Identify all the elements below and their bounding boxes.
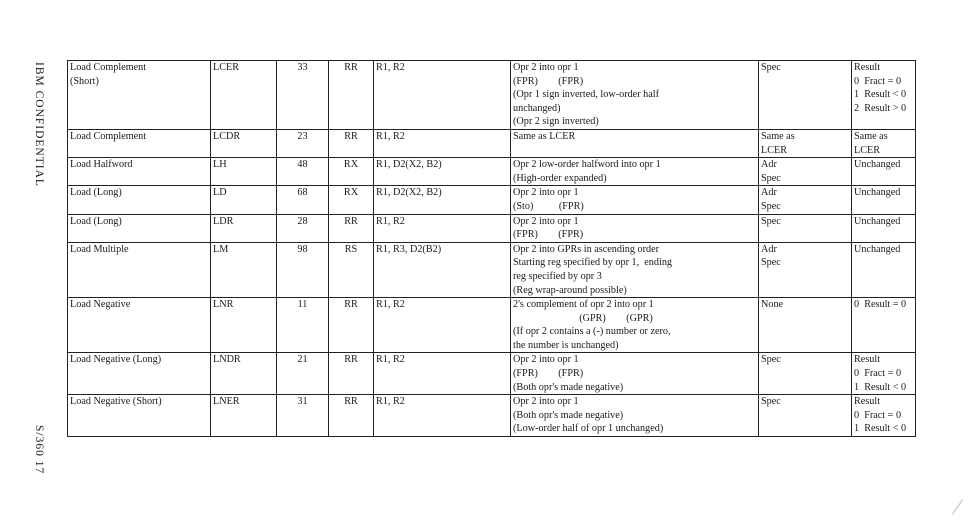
exceptions-cell bbox=[759, 214, 852, 242]
exceptions-line: Spec bbox=[761, 354, 781, 366]
description-line: (Low-order half of opr 1 unchanged) bbox=[513, 423, 664, 435]
description-line: Opr 2 into opr 1 bbox=[513, 396, 579, 408]
op-code-cell bbox=[277, 158, 329, 186]
operands-cell bbox=[374, 61, 511, 130]
description-cell bbox=[511, 298, 759, 353]
table-row bbox=[68, 353, 916, 395]
format-cell bbox=[329, 186, 374, 214]
instruction-name-cell bbox=[68, 61, 211, 130]
instruction-name-line: Load Negative (Long) bbox=[70, 354, 162, 366]
format-cell bbox=[329, 395, 374, 437]
format-cell bbox=[329, 214, 374, 242]
op-code-cell bbox=[277, 186, 329, 214]
exceptions-line: Same as bbox=[761, 130, 795, 142]
mnemonic-cell bbox=[211, 61, 277, 130]
operands-line: R1, R2 bbox=[376, 62, 405, 73]
table-row bbox=[68, 298, 916, 353]
format-line: RR bbox=[344, 62, 358, 73]
mnemonic-cell bbox=[211, 242, 277, 297]
operands-line: R1, D2(X2, B2) bbox=[376, 187, 442, 199]
mnemonic-line: LH bbox=[213, 159, 227, 171]
operands-line: R1, D2(X2, B2) bbox=[376, 159, 442, 171]
instruction-name-line: Load Negative (Short) bbox=[70, 396, 162, 408]
description-line: (Opr 2 sign inverted) bbox=[513, 116, 599, 128]
condition-code-cell bbox=[852, 129, 916, 157]
format-cell bbox=[329, 298, 374, 353]
op-code-cell bbox=[277, 214, 329, 242]
op-code-line: 48 bbox=[297, 159, 308, 171]
exceptions-line: Spec bbox=[761, 200, 781, 212]
condition-code-line: 1 Result < 0 bbox=[854, 89, 907, 101]
exceptions-line: None bbox=[761, 299, 784, 311]
format-line: RX bbox=[343, 187, 359, 199]
condition-code-line: LCER bbox=[854, 144, 881, 156]
instruction-name-cell bbox=[68, 298, 211, 353]
operands-cell bbox=[374, 214, 511, 242]
description-line: (If opr 2 contains a (-) number or zero, bbox=[513, 326, 671, 338]
condition-code-cell bbox=[852, 298, 916, 353]
instruction-name-cell bbox=[68, 158, 211, 186]
mnemonic-cell bbox=[211, 353, 277, 395]
instruction-table bbox=[67, 60, 916, 437]
condition-code-line: Unchanged bbox=[854, 243, 901, 255]
description-cell bbox=[511, 242, 759, 297]
exceptions-cell bbox=[759, 158, 852, 186]
exceptions-line: Spec bbox=[761, 62, 781, 73]
instruction-name-cell bbox=[68, 242, 211, 297]
table-row bbox=[68, 129, 916, 157]
table-row bbox=[68, 186, 916, 214]
description-line: (Both opr's made negative) bbox=[513, 409, 624, 421]
exceptions-cell bbox=[759, 186, 852, 214]
exceptions-cell bbox=[759, 395, 852, 437]
op-code-line: 23 bbox=[297, 130, 308, 142]
operands-line: R1, R2 bbox=[376, 215, 405, 227]
format-line: RS bbox=[344, 243, 358, 255]
condition-code-line: 0 Fract = 0 bbox=[854, 75, 902, 87]
description-line: Opr 2 into GPRs in ascending order bbox=[513, 243, 660, 255]
description-line: (Opr 1 sign inverted, low-order half bbox=[513, 89, 659, 101]
exceptions-cell bbox=[759, 61, 852, 130]
exceptions-line: Adr bbox=[761, 243, 777, 255]
description-line: Starting reg specified by opr 1, ending bbox=[513, 257, 673, 269]
mnemonic-cell bbox=[211, 158, 277, 186]
operands-line: R1, R2 bbox=[376, 299, 405, 311]
op-code-line: 11 bbox=[297, 299, 308, 311]
instruction-name-line: Load Multiple bbox=[70, 243, 129, 255]
op-code-line: 21 bbox=[297, 354, 308, 366]
mnemonic-cell bbox=[211, 214, 277, 242]
condition-code-line: 0 Result = 0 bbox=[854, 299, 907, 311]
instruction-name-cell bbox=[68, 353, 211, 395]
description-cell bbox=[511, 158, 759, 186]
mnemonic-line: LNER bbox=[213, 396, 240, 408]
exceptions-line: Spec bbox=[761, 396, 781, 408]
mnemonic-line: LCER bbox=[213, 62, 240, 73]
format-line: RR bbox=[344, 215, 358, 227]
condition-code-line: Same as bbox=[854, 130, 888, 142]
description-cell bbox=[511, 129, 759, 157]
op-code-line: 31 bbox=[297, 396, 308, 408]
description-line: unchanged) bbox=[513, 102, 561, 114]
operands-line: R1, R2 bbox=[376, 354, 405, 366]
description-line: Opr 2 into opr 1 bbox=[513, 187, 579, 199]
op-code-cell bbox=[277, 298, 329, 353]
condition-code-line: 2 Result > 0 bbox=[854, 102, 907, 114]
description-line: (FPR) (FPR) bbox=[513, 368, 584, 380]
format-cell bbox=[329, 129, 374, 157]
description-line: (Reg wrap-around possible) bbox=[513, 284, 627, 296]
description-line: Opr 2 into opr 1 bbox=[513, 354, 579, 366]
condition-code-line: Result bbox=[854, 62, 881, 73]
instruction-name-line: Load Negative bbox=[70, 299, 131, 311]
condition-code-cell bbox=[852, 186, 916, 214]
exceptions-line: Spec bbox=[761, 215, 781, 227]
table-row bbox=[68, 61, 916, 130]
condition-code-line: 1 Result < 0 bbox=[854, 381, 907, 393]
mnemonic-line: LM bbox=[213, 243, 229, 255]
description-line: Same as LCER bbox=[513, 130, 576, 142]
table-row bbox=[68, 395, 916, 437]
op-code-cell bbox=[277, 129, 329, 157]
exceptions-line: LCER bbox=[761, 144, 788, 156]
description-line: 2's complement of opr 2 into opr 1 bbox=[513, 299, 654, 311]
description-line: Opr 2 into opr 1 bbox=[513, 62, 579, 73]
description-line: the number is unchanged) bbox=[513, 339, 619, 351]
instruction-name-line: (Short) bbox=[70, 75, 99, 87]
op-code-cell bbox=[277, 61, 329, 130]
op-code-cell bbox=[277, 353, 329, 395]
table-row bbox=[68, 214, 916, 242]
condition-code-line: Unchanged bbox=[854, 215, 901, 227]
format-cell bbox=[329, 61, 374, 130]
operands-line: R1, R2 bbox=[376, 396, 405, 408]
description-cell bbox=[511, 186, 759, 214]
table-row bbox=[68, 242, 916, 297]
condition-code-cell bbox=[852, 395, 916, 437]
op-code-line: 68 bbox=[297, 187, 308, 199]
description-line: reg specified by opr 3 bbox=[513, 270, 602, 282]
format-cell bbox=[329, 353, 374, 395]
description-cell bbox=[511, 214, 759, 242]
condition-code-line: 0 Fract = 0 bbox=[854, 409, 902, 421]
condition-code-cell bbox=[852, 61, 916, 130]
mnemonic-line: LDR bbox=[213, 215, 234, 227]
instruction-name-cell bbox=[68, 395, 211, 437]
format-line: RX bbox=[343, 159, 359, 171]
condition-code-line: Result bbox=[854, 354, 881, 366]
exceptions-cell bbox=[759, 353, 852, 395]
format-line: RR bbox=[344, 354, 358, 366]
operands-cell bbox=[374, 353, 511, 395]
mnemonic-line: LNDR bbox=[213, 354, 241, 366]
mnemonic-line: LD bbox=[213, 187, 227, 199]
op-code-cell bbox=[277, 395, 329, 437]
format-cell bbox=[329, 242, 374, 297]
condition-code-cell bbox=[852, 242, 916, 297]
description-line: (Sto) (FPR) bbox=[513, 200, 584, 212]
exceptions-cell bbox=[759, 298, 852, 353]
operands-cell bbox=[374, 298, 511, 353]
instruction-name-cell bbox=[68, 214, 211, 242]
condition-code-line: Result bbox=[854, 396, 881, 408]
exceptions-line: Spec bbox=[761, 172, 781, 184]
instruction-name-line: Load Halfword bbox=[70, 159, 133, 171]
exceptions-line: Adr bbox=[761, 159, 777, 171]
table-row bbox=[68, 158, 916, 186]
confidential-label: IBM CONFIDENTIAL bbox=[33, 62, 45, 187]
stray-mark bbox=[952, 499, 963, 514]
description-line: (GPR) (GPR) bbox=[513, 312, 653, 324]
description-line: (FPR) (FPR) bbox=[513, 229, 584, 241]
condition-code-line: 0 Fract = 0 bbox=[854, 368, 902, 380]
description-cell bbox=[511, 353, 759, 395]
operands-cell bbox=[374, 158, 511, 186]
exceptions-line: Adr bbox=[761, 187, 777, 199]
description-line: Opr 2 low-order halfword into opr 1 bbox=[513, 159, 661, 171]
exceptions-cell bbox=[759, 129, 852, 157]
op-code-line: 28 bbox=[297, 215, 308, 227]
format-line: RR bbox=[344, 130, 358, 142]
condition-code-line: Unchanged bbox=[854, 159, 901, 171]
condition-code-cell bbox=[852, 353, 916, 395]
description-cell bbox=[511, 61, 759, 130]
instruction-name-cell bbox=[68, 186, 211, 214]
operands-cell bbox=[374, 242, 511, 297]
exceptions-cell bbox=[759, 242, 852, 297]
mnemonic-line: LNR bbox=[213, 299, 234, 311]
mnemonic-cell bbox=[211, 395, 277, 437]
operands-cell bbox=[374, 129, 511, 157]
condition-code-line: Unchanged bbox=[854, 187, 901, 199]
instruction-name-line: Load Complement bbox=[70, 130, 147, 142]
operands-cell bbox=[374, 186, 511, 214]
mnemonic-line: LCDR bbox=[213, 130, 241, 142]
format-line: RR bbox=[344, 299, 358, 311]
op-code-line: 33 bbox=[297, 62, 308, 73]
description-cell bbox=[511, 395, 759, 437]
condition-code-cell bbox=[852, 214, 916, 242]
exceptions-line: Spec bbox=[761, 257, 781, 269]
instruction-name-line: Load Complement bbox=[70, 62, 147, 73]
condition-code-line: 1 Result < 0 bbox=[854, 423, 907, 435]
condition-code-cell bbox=[852, 158, 916, 186]
description-line: (High-order expanded) bbox=[513, 172, 607, 184]
instruction-name-line: Load (Long) bbox=[70, 187, 122, 199]
instruction-name-cell bbox=[68, 129, 211, 157]
op-code-line: 98 bbox=[297, 243, 308, 255]
op-code-cell bbox=[277, 242, 329, 297]
operands-cell bbox=[374, 395, 511, 437]
operands-line: R1, R3, D2(B2) bbox=[376, 243, 442, 255]
format-line: RR bbox=[344, 396, 358, 408]
format-cell bbox=[329, 158, 374, 186]
mnemonic-cell bbox=[211, 129, 277, 157]
operands-line: R1, R2 bbox=[376, 130, 405, 142]
mnemonic-cell bbox=[211, 186, 277, 214]
mnemonic-cell bbox=[211, 298, 277, 353]
description-line: Opr 2 into opr 1 bbox=[513, 215, 579, 227]
instruction-name-line: Load (Long) bbox=[70, 215, 122, 227]
page-footer-label: S/360 17 bbox=[33, 425, 45, 475]
description-line: (FPR) (FPR) bbox=[513, 75, 584, 87]
description-line: (Both opr's made negative) bbox=[513, 381, 624, 393]
